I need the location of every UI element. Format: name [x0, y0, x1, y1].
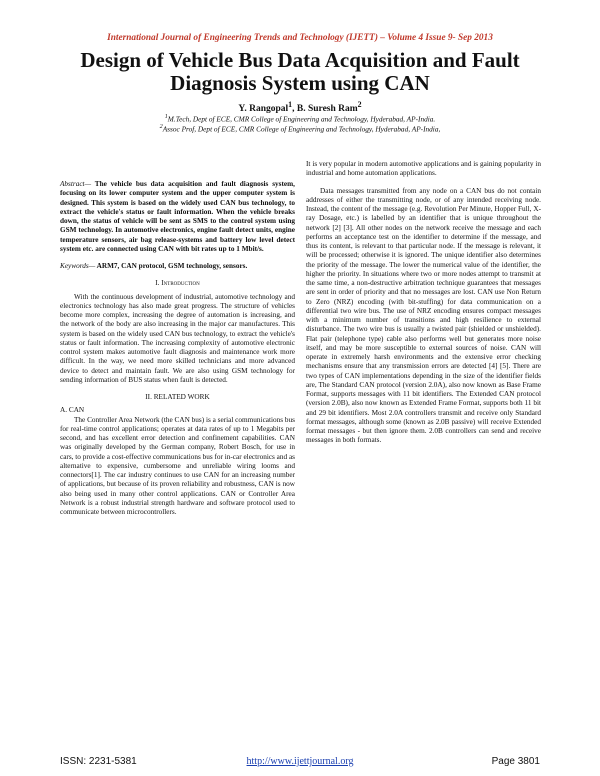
journal-header: International Journal of Engineering Trends and Technology (IJETT) – Volume 4 Issue 9- Sep 2013: [107, 33, 493, 43]
abstract: [60, 180, 295, 254]
right-paragraph-2: Data messages transmitted from any node on a CAN bus do not contain addresses of either the transmitting node, or of any intended receiving node. Instead, the content of the message (e.g. Revolution Per Minute, Hopper Full, X-ray Dosage, etc.) is labelled by an identifier that is unique throughout the network [2] [3]. All other nodes on the network receive the message and each performs an acceptance test on the identifier to determine if the message, and thus its content, is relevant to that particular node. If the message is relevant, it will be processed; otherwise it is ignored. The unique identifier also determines the priority of the message. The lower the numerical value of the identifier, the higher the priority. In situations where two or more nodes attempt to transmit at the same time, a non-destructive arbitration technique guarantees that messages are sent in order of priority and that no messages are lost. CAN use Non Return to Zero (NRZ) encoding (with bit-stuffing) for data communication on a differential two wire bus. The use of NRZ encoding ensures compact messages with a minimum number of transitions and high resilience to external disturbance. The two wire bus is usually a twisted pair (shielded or unshielded). Flat pair (telephone type) cable also performs well but generates more noise itself, and may be more susceptible to external sources of noise. CAN will operate in extremely harsh environments and the extensive error checking mechanisms ensure that any transmission errors are detected [4] [5]. There are two types of CAN implementations depending in the size of the identifier fields are, The Standard CAN protocol (version 2.0A), also now known as Base Frame Format, supports messages with 11 bit identifiers. The Extended CAN protocol (version 2.0B), also now known as Extended Frame Format, supports both 11 bit and 29 bit identifiers. Most 2.0A controllers transmit and receive only Standard format messages, although some (known as 2.0B passive) will receive Extended format messages - but then ignore them. 2.0B controllers can send and receive messages in both formats.: [306, 186, 541, 445]
keywords-label: Keywords—: [60, 262, 96, 270]
journal-url-link[interactable]: http://www.ijettjournal.org: [246, 756, 354, 767]
introduction-paragraph: With the continuous development of industrial, automotive technology and electronics technology has also made great progress. The structure of vehicles become more complex, increasing the degree of automation is increasing, and the network of the body are also increasing in the major car manufactures. This system is based on the widely used CAN bus technology, to extract the vehicle's status or fault information. The increasing complexity of automotive electronic control system makes automotive fault diagnosis and maintenance work more difficult. In the way, we need more skilled technicians and more advanced device to detect and maintain fault. We are also using GSM technology for sending information of BUS status when fault is detected.: [60, 292, 295, 384]
page-number: Page 3801: [491, 756, 540, 767]
affiliation-2-sup: 2: [159, 124, 163, 130]
subsection-heading-can: A. CAN: [60, 406, 85, 415]
keywords: [60, 262, 295, 271]
affiliation-1-sup: 1: [164, 114, 168, 120]
right-column: [306, 160, 541, 446]
issn: ISSN: 2231-5381: [60, 756, 137, 767]
keywords-text: ARM7, CAN protocol, GSM technology, sensors.: [95, 262, 248, 270]
right-paragraph-1: It is very popular in modern automotive applications and is gaining popularity in industrial and home automation applications.: [306, 160, 541, 178]
affiliation-2: [0, 124, 600, 133]
author-line: [0, 100, 600, 114]
author-separator: ,: [292, 104, 297, 115]
affiliation-1: [0, 114, 600, 123]
paper-title: Design of Vehicle Bus Data Acquisition and Fault Diagnosis System using CAN: [80, 48, 520, 95]
section-heading-related-work: II. RELATED WORK: [145, 393, 210, 401]
author-1-sup: 1: [288, 100, 293, 109]
can-paragraph: The Controller Area Network (the CAN bus) is a serial communications bus for real-time control applications; operates at data rates of up to 1 Megabits per second, and has excellent error detection and confinement capabilities. CAN was originally developed by the German company, Robert Bosch, for use in cars, to provide a cost-effective communications bus for in-car electronics and as alternative to expensive, cumbersome and unreliable wiring looms and connectors[1]. The car industry continues to use CAN for an increasing number of applications, but because of its proven reliability and robustness, CAN is now also being used in many other control applications. CAN or Controller Area Network is a robust industrial strength hardware and software protocol used to communicate between microcontrollers.: [60, 415, 295, 516]
affiliation-1-text: M.Tech, Dept of ECE, CMR College of Engineering and Technology, Hyderabad, AP-India.: [167, 114, 436, 124]
affiliation-2-text: Assoc Prof, Dept of ECE, CMR College of Engineering and Technology, Hyderabad, AP-India,: [162, 124, 441, 134]
author-1: Y. Rangopal: [238, 104, 289, 115]
left-column: [60, 180, 295, 517]
abstract-text: The vehicle bus data acquisition and fault diagnosis system, focusing on its lower computer system and the upper computer system is designed. This system is based on the widely used CAN bus technology, to extract the vehicle's status or fault information. When the vehicle breaks down, the status of vehicle will be sent as SMS to the control system using GSM technology. In automotive electronics, engine fault detect units, engine temperature sensors, air bag release-systems and battery low level detect system etc. are connected using CAN with bit rates up to 1 Mbit/s.: [60, 180, 295, 253]
abstract-label: Abstract—: [60, 180, 92, 188]
section-heading-introduction: I. Introduction: [155, 279, 200, 288]
page-footer: [60, 756, 540, 770]
author-2: B. Suresh Ram: [296, 104, 358, 115]
author-2-sup: 2: [357, 100, 362, 109]
